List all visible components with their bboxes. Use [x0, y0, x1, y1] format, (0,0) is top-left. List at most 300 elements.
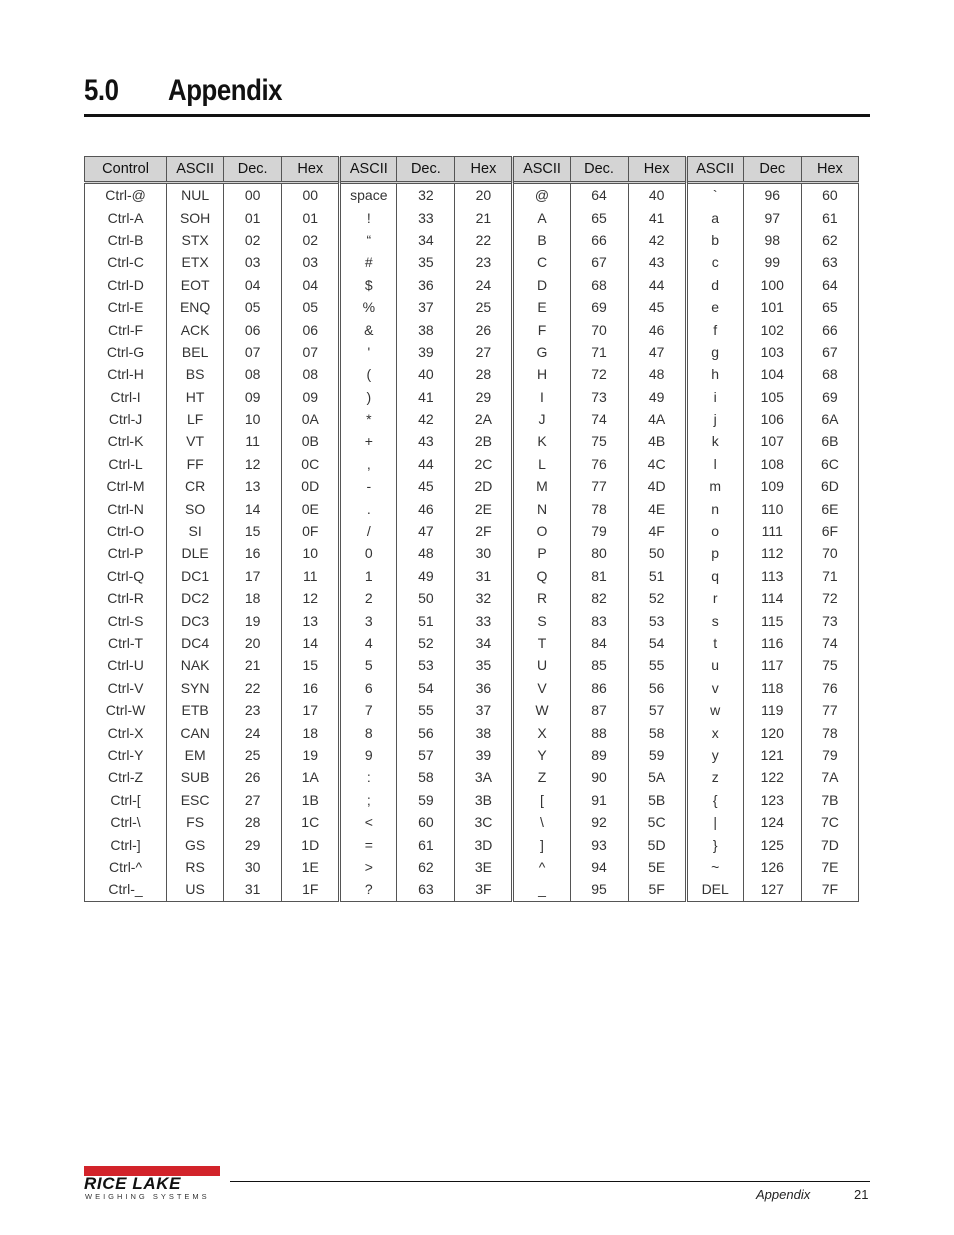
table-cell: , — [340, 453, 397, 475]
table-cell: 69 — [801, 386, 858, 408]
table-cell: Ctrl-[ — [85, 789, 167, 811]
table-cell: LF — [167, 408, 224, 430]
column-header: Dec. — [570, 157, 628, 183]
table-cell: 2F — [455, 520, 513, 542]
table-cell: 44 — [397, 453, 455, 475]
table-cell: 26 — [455, 318, 513, 340]
table-cell: 31 — [455, 565, 513, 587]
table-cell: 87 — [570, 699, 628, 721]
table-cell: 01 — [282, 206, 340, 228]
table-cell: 124 — [743, 811, 801, 833]
table-cell: 61 — [801, 206, 858, 228]
table-cell: 0 — [340, 542, 397, 564]
table-cell: 34 — [455, 632, 513, 654]
table-cell: 59 — [628, 744, 686, 766]
table-cell: 53 — [628, 609, 686, 631]
table-cell: 110 — [743, 497, 801, 519]
table-cell: 107 — [743, 430, 801, 452]
table-cell: 08 — [224, 363, 282, 385]
table-cell: 79 — [801, 744, 858, 766]
table-cell: DC2 — [167, 587, 224, 609]
table-cell: 15 — [282, 654, 340, 676]
table-cell: 45 — [397, 475, 455, 497]
table-cell: ESC — [167, 789, 224, 811]
table-cell: 04 — [224, 274, 282, 296]
table-cell: 11 — [224, 430, 282, 452]
table-cell: Ctrl-X — [85, 721, 167, 743]
table-cell: 1D — [282, 833, 340, 855]
table-row — [85, 789, 859, 811]
table-cell: Ctrl-^ — [85, 856, 167, 878]
table-cell: Ctrl-G — [85, 341, 167, 363]
table-cell: 79 — [570, 520, 628, 542]
table-cell: 06 — [224, 318, 282, 340]
table-cell: 3D — [455, 833, 513, 855]
table-cell: 1C — [282, 811, 340, 833]
table-cell: 29 — [455, 386, 513, 408]
table-cell: k — [686, 430, 743, 452]
table-cell: 75 — [570, 430, 628, 452]
table-cell: n — [686, 497, 743, 519]
table-cell: N — [513, 497, 570, 519]
table-cell: 1E — [282, 856, 340, 878]
table-cell: 125 — [743, 833, 801, 855]
table-cell: 7A — [801, 766, 858, 788]
ascii-table — [84, 156, 859, 902]
table-cell: 16 — [224, 542, 282, 564]
table-cell: 33 — [397, 206, 455, 228]
table-cell: c — [686, 251, 743, 273]
table-cell: ENQ — [167, 296, 224, 318]
table-cell: 12 — [282, 587, 340, 609]
table-cell: 09 — [224, 386, 282, 408]
table-cell: E — [513, 296, 570, 318]
table-cell: 54 — [397, 677, 455, 699]
table-cell: 17 — [282, 699, 340, 721]
table-cell: y — [686, 744, 743, 766]
table-cell: 105 — [743, 386, 801, 408]
table-cell: = — [340, 833, 397, 855]
table-cell: 31 — [224, 878, 282, 901]
table-cell: 104 — [743, 363, 801, 385]
table-cell: 118 — [743, 677, 801, 699]
table-row — [85, 341, 859, 363]
table-cell: Ctrl-\ — [85, 811, 167, 833]
table-cell: 75 — [801, 654, 858, 676]
table-row — [85, 699, 859, 721]
section-number: 5.0 — [84, 74, 119, 107]
table-cell: 115 — [743, 609, 801, 631]
table-body — [85, 183, 859, 902]
table-row — [85, 296, 859, 318]
table-row — [85, 565, 859, 587]
table-cell: 7D — [801, 833, 858, 855]
table-cell: 24 — [455, 274, 513, 296]
table-cell: 40 — [397, 363, 455, 385]
table-row — [85, 274, 859, 296]
table-cell: SOH — [167, 206, 224, 228]
table-cell: 77 — [801, 699, 858, 721]
table-row — [85, 475, 859, 497]
table-cell: 85 — [570, 654, 628, 676]
table-cell: 69 — [570, 296, 628, 318]
table-cell: 53 — [397, 654, 455, 676]
table-cell: 06 — [282, 318, 340, 340]
table-cell: 120 — [743, 721, 801, 743]
table-cell: 14 — [282, 632, 340, 654]
table-cell: 52 — [397, 632, 455, 654]
table-cell: 73 — [570, 386, 628, 408]
table-cell: 27 — [455, 341, 513, 363]
table-cell: 78 — [570, 497, 628, 519]
table-cell: DC4 — [167, 632, 224, 654]
table-cell: j — [686, 408, 743, 430]
table-cell: e — [686, 296, 743, 318]
table-cell: 99 — [743, 251, 801, 273]
table-cell: Ctrl-M — [85, 475, 167, 497]
table-cell: 2D — [455, 475, 513, 497]
table-cell: Ctrl-Y — [85, 744, 167, 766]
table-row — [85, 833, 859, 855]
table-cell: o — [686, 520, 743, 542]
table-cell: 101 — [743, 296, 801, 318]
table-cell: 3 — [340, 609, 397, 631]
table-cell: Ctrl-L — [85, 453, 167, 475]
table-cell: VT — [167, 430, 224, 452]
table-cell: B — [513, 229, 570, 251]
table-cell: 7 — [340, 699, 397, 721]
table-cell: X — [513, 721, 570, 743]
table-cell: ETB — [167, 699, 224, 721]
table-cell: 46 — [397, 497, 455, 519]
table-row — [85, 251, 859, 273]
table-cell: 93 — [570, 833, 628, 855]
table-cell: 4D — [628, 475, 686, 497]
table-cell: t — [686, 632, 743, 654]
table-cell: FS — [167, 811, 224, 833]
table-cell: 89 — [570, 744, 628, 766]
table-cell: Z — [513, 766, 570, 788]
table-cell: 52 — [628, 587, 686, 609]
column-header: ASCII — [513, 157, 570, 183]
table-cell: G — [513, 341, 570, 363]
table-cell: 4 — [340, 632, 397, 654]
table-cell: ` — [686, 183, 743, 207]
table-cell: 30 — [224, 856, 282, 878]
table-cell: f — [686, 318, 743, 340]
table-cell: 19 — [224, 609, 282, 631]
table-cell: L — [513, 453, 570, 475]
table-cell: 05 — [282, 296, 340, 318]
table-cell: 63 — [397, 878, 455, 901]
table-cell: 72 — [801, 587, 858, 609]
table-cell: 30 — [455, 542, 513, 564]
table-cell: ETX — [167, 251, 224, 273]
table-cell: 00 — [282, 183, 340, 207]
column-header: Control — [85, 157, 167, 183]
table-cell: 60 — [397, 811, 455, 833]
table-cell: 01 — [224, 206, 282, 228]
table-cell: 43 — [397, 430, 455, 452]
table-row — [85, 408, 859, 430]
table-cell: 3B — [455, 789, 513, 811]
table-cell: 0E — [282, 497, 340, 519]
table-row — [85, 363, 859, 385]
footer-rule — [230, 1181, 870, 1182]
table-cell: DLE — [167, 542, 224, 564]
table-cell: 98 — [743, 229, 801, 251]
table-cell: Ctrl-F — [85, 318, 167, 340]
table-cell: 32 — [455, 587, 513, 609]
table-cell: Ctrl-B — [85, 229, 167, 251]
logo-name: RICE LAKE — [84, 1174, 182, 1193]
table-cell: M — [513, 475, 570, 497]
table-cell: 117 — [743, 654, 801, 676]
table-cell: s — [686, 609, 743, 631]
table-cell: SYN — [167, 677, 224, 699]
table-cell: K — [513, 430, 570, 452]
table-cell: 6F — [801, 520, 858, 542]
table-cell: 14 — [224, 497, 282, 519]
table-cell: 41 — [397, 386, 455, 408]
table-cell: 0F — [282, 520, 340, 542]
table-cell: 6B — [801, 430, 858, 452]
table-cell: space — [340, 183, 397, 207]
table-cell: 5E — [628, 856, 686, 878]
table-cell: Ctrl-C — [85, 251, 167, 273]
table-cell: h — [686, 363, 743, 385]
table-cell: DEL — [686, 878, 743, 901]
column-header: ASCII — [167, 157, 224, 183]
table-cell: Ctrl-A — [85, 206, 167, 228]
table-cell: US — [167, 878, 224, 901]
table-cell: Ctrl-Z — [85, 766, 167, 788]
table-cell: 73 — [801, 609, 858, 631]
table-cell: CAN — [167, 721, 224, 743]
table-cell: 1 — [340, 565, 397, 587]
table-row — [85, 811, 859, 833]
table-cell: P — [513, 542, 570, 564]
table-cell: 13 — [282, 609, 340, 631]
table-cell: 44 — [628, 274, 686, 296]
table-cell: 05 — [224, 296, 282, 318]
table-cell: Y — [513, 744, 570, 766]
table-cell: 08 — [282, 363, 340, 385]
table-cell: 127 — [743, 878, 801, 901]
table-cell: 5B — [628, 789, 686, 811]
table-cell: 45 — [628, 296, 686, 318]
table-cell: C — [513, 251, 570, 273]
table-cell: p — [686, 542, 743, 564]
table-cell: 23 — [224, 699, 282, 721]
table-cell: Ctrl-P — [85, 542, 167, 564]
table-cell: 12 — [224, 453, 282, 475]
table-cell: 47 — [397, 520, 455, 542]
column-header: Hex — [628, 157, 686, 183]
table-cell: 3F — [455, 878, 513, 901]
table-cell: 23 — [455, 251, 513, 273]
table-cell: “ — [340, 229, 397, 251]
table-cell: < — [340, 811, 397, 833]
table-cell: Ctrl-D — [85, 274, 167, 296]
table-cell: 7B — [801, 789, 858, 811]
table-cell: ~ — [686, 856, 743, 878]
table-cell: 40 — [628, 183, 686, 207]
table-cell: 5D — [628, 833, 686, 855]
table-cell: 2C — [455, 453, 513, 475]
table-cell: Ctrl-@ — [85, 183, 167, 207]
table-cell: 84 — [570, 632, 628, 654]
table-cell: Ctrl-I — [85, 386, 167, 408]
table-cell: 95 — [570, 878, 628, 901]
table-cell: T — [513, 632, 570, 654]
table-cell: 91 — [570, 789, 628, 811]
table-cell: ACK — [167, 318, 224, 340]
table-cell: 19 — [282, 744, 340, 766]
column-header: Dec. — [397, 157, 455, 183]
table-row — [85, 654, 859, 676]
table-cell: 63 — [801, 251, 858, 273]
table-cell: 32 — [397, 183, 455, 207]
table-cell: 10 — [282, 542, 340, 564]
column-header: ASCII — [686, 157, 743, 183]
table-cell: l — [686, 453, 743, 475]
table-cell: 80 — [570, 542, 628, 564]
table-cell: 37 — [455, 699, 513, 721]
table-cell: 68 — [801, 363, 858, 385]
table-row — [85, 520, 859, 542]
table-cell: 108 — [743, 453, 801, 475]
table-cell: 72 — [570, 363, 628, 385]
table-cell: 88 — [570, 721, 628, 743]
table-cell: 77 — [570, 475, 628, 497]
table-cell: 43 — [628, 251, 686, 273]
table-cell: 25 — [224, 744, 282, 766]
table-cell: 22 — [455, 229, 513, 251]
table-cell: 2B — [455, 430, 513, 452]
table-cell: Ctrl-Q — [85, 565, 167, 587]
table-row — [85, 497, 859, 519]
table-cell: Ctrl-H — [85, 363, 167, 385]
table-cell: 74 — [570, 408, 628, 430]
table-cell: 15 — [224, 520, 282, 542]
table-row — [85, 542, 859, 564]
table-cell: R — [513, 587, 570, 609]
table-cell: F — [513, 318, 570, 340]
table-cell: \ — [513, 811, 570, 833]
table-cell: 78 — [801, 721, 858, 743]
table-cell: g — [686, 341, 743, 363]
table-cell: 71 — [570, 341, 628, 363]
table-cell: 47 — [628, 341, 686, 363]
table-row — [85, 386, 859, 408]
table-cell: 21 — [455, 206, 513, 228]
table-cell: 21 — [224, 654, 282, 676]
table-cell: 36 — [397, 274, 455, 296]
table-cell: 16 — [282, 677, 340, 699]
table-cell: 58 — [628, 721, 686, 743]
table-row — [85, 878, 859, 901]
table-cell: 07 — [224, 341, 282, 363]
column-header: Hex — [801, 157, 858, 183]
table-cell: ] — [513, 833, 570, 855]
table-cell: 07 — [282, 341, 340, 363]
logo-subtitle: WEIGHING SYSTEMS — [85, 1192, 210, 1201]
table-cell: 5C — [628, 811, 686, 833]
table-cell: 122 — [743, 766, 801, 788]
table-cell: A — [513, 206, 570, 228]
table-cell: 113 — [743, 565, 801, 587]
table-cell: 68 — [570, 274, 628, 296]
table-cell: H — [513, 363, 570, 385]
table-cell: b — [686, 229, 743, 251]
table-cell: Q — [513, 565, 570, 587]
section-title: Appendix — [168, 74, 283, 107]
table-cell: 0C — [282, 453, 340, 475]
table-row — [85, 744, 859, 766]
table-cell: 09 — [282, 386, 340, 408]
table-cell: 17 — [224, 565, 282, 587]
table-cell: 97 — [743, 206, 801, 228]
table-cell: CR — [167, 475, 224, 497]
table-cell: 22 — [224, 677, 282, 699]
table-cell: 03 — [282, 251, 340, 273]
table-row — [85, 183, 859, 207]
table-cell: x — [686, 721, 743, 743]
table-cell: 2A — [455, 408, 513, 430]
table-cell: 76 — [801, 677, 858, 699]
table-cell: 2 — [340, 587, 397, 609]
footer-page-number: 21 — [854, 1187, 869, 1202]
table-cell: Ctrl-] — [85, 833, 167, 855]
table-cell: Ctrl-R — [85, 587, 167, 609]
table-row — [85, 318, 859, 340]
table-cell: Ctrl-T — [85, 632, 167, 654]
table-cell: 51 — [628, 565, 686, 587]
table-cell: Ctrl-N — [85, 497, 167, 519]
table-cell: 1B — [282, 789, 340, 811]
table-cell: a — [686, 206, 743, 228]
table-cell: 56 — [628, 677, 686, 699]
table-cell: 3E — [455, 856, 513, 878]
table-cell: 9 — [340, 744, 397, 766]
table-cell: 116 — [743, 632, 801, 654]
table-cell: SUB — [167, 766, 224, 788]
table-cell: D — [513, 274, 570, 296]
table-cell: 106 — [743, 408, 801, 430]
table-cell: 96 — [743, 183, 801, 207]
table-cell: { — [686, 789, 743, 811]
table-cell: @ — [513, 183, 570, 207]
table-cell: ' — [340, 341, 397, 363]
table-cell: Ctrl-K — [85, 430, 167, 452]
column-header: Dec. — [224, 157, 282, 183]
table-cell: RS — [167, 856, 224, 878]
table-cell: 90 — [570, 766, 628, 788]
table-cell: 62 — [397, 856, 455, 878]
table-cell: EOT — [167, 274, 224, 296]
table-cell: 66 — [801, 318, 858, 340]
table-cell: 02 — [282, 229, 340, 251]
table-cell: 0A — [282, 408, 340, 430]
table-header-row — [85, 157, 859, 183]
table-cell: 5A — [628, 766, 686, 788]
table-cell: 57 — [628, 699, 686, 721]
table-cell: 65 — [570, 206, 628, 228]
table-cell: 35 — [397, 251, 455, 273]
table-cell: % — [340, 296, 397, 318]
column-header: ASCII — [340, 157, 397, 183]
